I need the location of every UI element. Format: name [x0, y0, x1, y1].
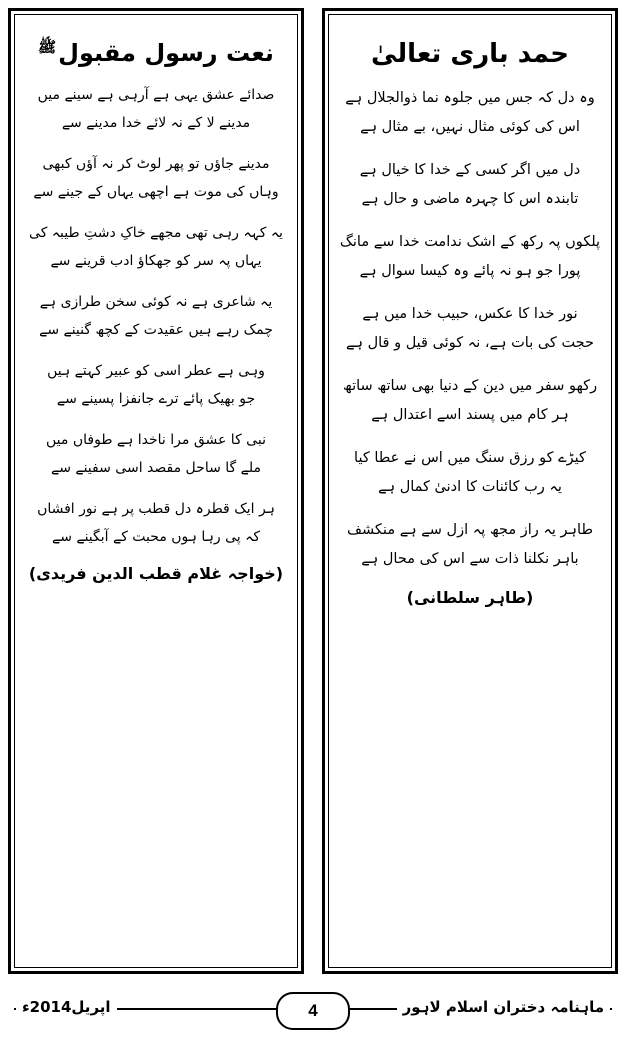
stanza: [335, 156, 605, 214]
stanza: [21, 81, 291, 137]
verse-line: ہر ایک قطرہ دل قطب پر ہے نور افشاں: [37, 501, 275, 517]
stanza: [335, 84, 605, 142]
footer-issue-date: اپریل2014ء: [16, 998, 117, 1016]
poem-author-naat: (خواجہ غلام قطب الدین فریدی): [28, 564, 284, 583]
verse-line: ہر کام میں پسند اسے اعتدال ہے: [371, 407, 569, 423]
poem-box-hamd: [322, 8, 618, 974]
poem-title-naat: [21, 35, 291, 71]
stanza: [21, 495, 291, 551]
stanza: [21, 288, 291, 344]
stanza: [335, 372, 605, 430]
page-number: 4: [276, 992, 350, 1030]
verse-line: جو بھیک پائے ترے جانفزا پسینے سے: [56, 391, 256, 407]
verse-line: یہاں پہ سر کو جھکاؤ ادب قرینے سے: [50, 253, 262, 269]
verse-line: باہر نکلنا ذات سے اس کی محال ہے: [361, 551, 579, 567]
poem-columns: [8, 8, 618, 976]
verse-line: ملے گا ساحل مقصد اسی سفینے سے: [51, 460, 261, 476]
stanza: [335, 300, 605, 358]
poem-author-hamd: (طاہر سلطانی): [406, 588, 534, 607]
durood-honorific-icon: ﷺ: [38, 38, 57, 56]
poem-stanzas-hamd: [335, 84, 605, 574]
poem-box-naat: [8, 8, 304, 974]
verse-line: کہ پی رہا ہوں محبت کے آبگینے سے: [51, 529, 260, 545]
poem-inner-hamd: [335, 21, 605, 961]
footer-magazine-title: ماہنامہ دختران اسلام لاہور: [397, 998, 610, 1016]
page-footer: [0, 986, 626, 1036]
verse-line: تابندہ اس کا چہرہ ماضی و حال ہے: [361, 191, 579, 207]
verse-line: کیڑے کو رزق سنگ میں اس نے عطا کیا: [354, 450, 586, 466]
verse-line: وہاں کی موت ہے اچھی یہاں کے جینے سے: [33, 184, 279, 200]
stanza: [335, 444, 605, 502]
verse-line: مدینے لا کے نہ لائے خدا مدینے سے: [61, 115, 251, 131]
verse-line: یہ کہہ رہی تھی مجھے خاکِ دشتِ طیبہ کی: [29, 225, 283, 241]
verse-line: حجت کی بات ہے، نہ کوئی قیل و قال ہے: [345, 335, 595, 351]
verse-line: طاہر یہ راز مجھ پہ ازل سے ہے منکشف: [346, 522, 593, 538]
stanza: [335, 228, 605, 286]
stanza: [21, 219, 291, 275]
stanza: [21, 357, 291, 413]
verse-line: مدینے جاؤں تو پھر لوٹ کر نہ آؤں کبھی: [42, 156, 270, 172]
verse-line: پلکوں پہ رکھ کے اشک ندامت خدا سے مانگ: [339, 234, 601, 250]
verse-line: وہ دل کہ جس میں جلوہ نما ذوالجلال ہے: [345, 90, 595, 106]
verse-line: صدائے عشق یہی ہے آرہی ہے سینے میں: [37, 87, 275, 103]
stanza: [21, 150, 291, 206]
stanza: [21, 426, 291, 482]
verse-line: اس کی کوئی مثال نہیں، بے مثال ہے: [360, 119, 580, 135]
verse-line: دل میں اگر کسی کے خدا کا خیال ہے: [359, 162, 581, 178]
verse-line: نبی کا عشق مرا ناخدا ہے طوفاں میں: [46, 432, 266, 448]
poem-title-hamd: حمد باری تعالیٰ: [371, 39, 569, 69]
stanza: [335, 516, 605, 574]
verse-line: یہ رب کائنات کا ادنیٰ کمال ہے: [378, 479, 562, 495]
poem-stanzas-naat: [21, 81, 291, 551]
poem-title-naat-text: نعت رسول مقبول: [58, 39, 274, 67]
verse-line: وہی ہے عطر اسی کو عبیر کہتے ہیں: [47, 363, 265, 379]
verse-line: پورا جو ہو نہ پائے وہ کیسا سوال ہے: [359, 263, 581, 279]
verse-line: یہ شاعری ہے نہ کوئی سخن طرازی ہے: [39, 294, 273, 310]
verse-line: چمک رہے ہیں عقیدت کے کچھ گنینے سے: [39, 322, 273, 338]
verse-line: نور خدا کا عکس، حبیب خدا میں ہے: [362, 306, 578, 322]
poem-inner-naat: [21, 21, 291, 961]
verse-line: رکھو سفر میں دین کے دنیا بھی ساتھ ساتھ: [342, 378, 598, 394]
